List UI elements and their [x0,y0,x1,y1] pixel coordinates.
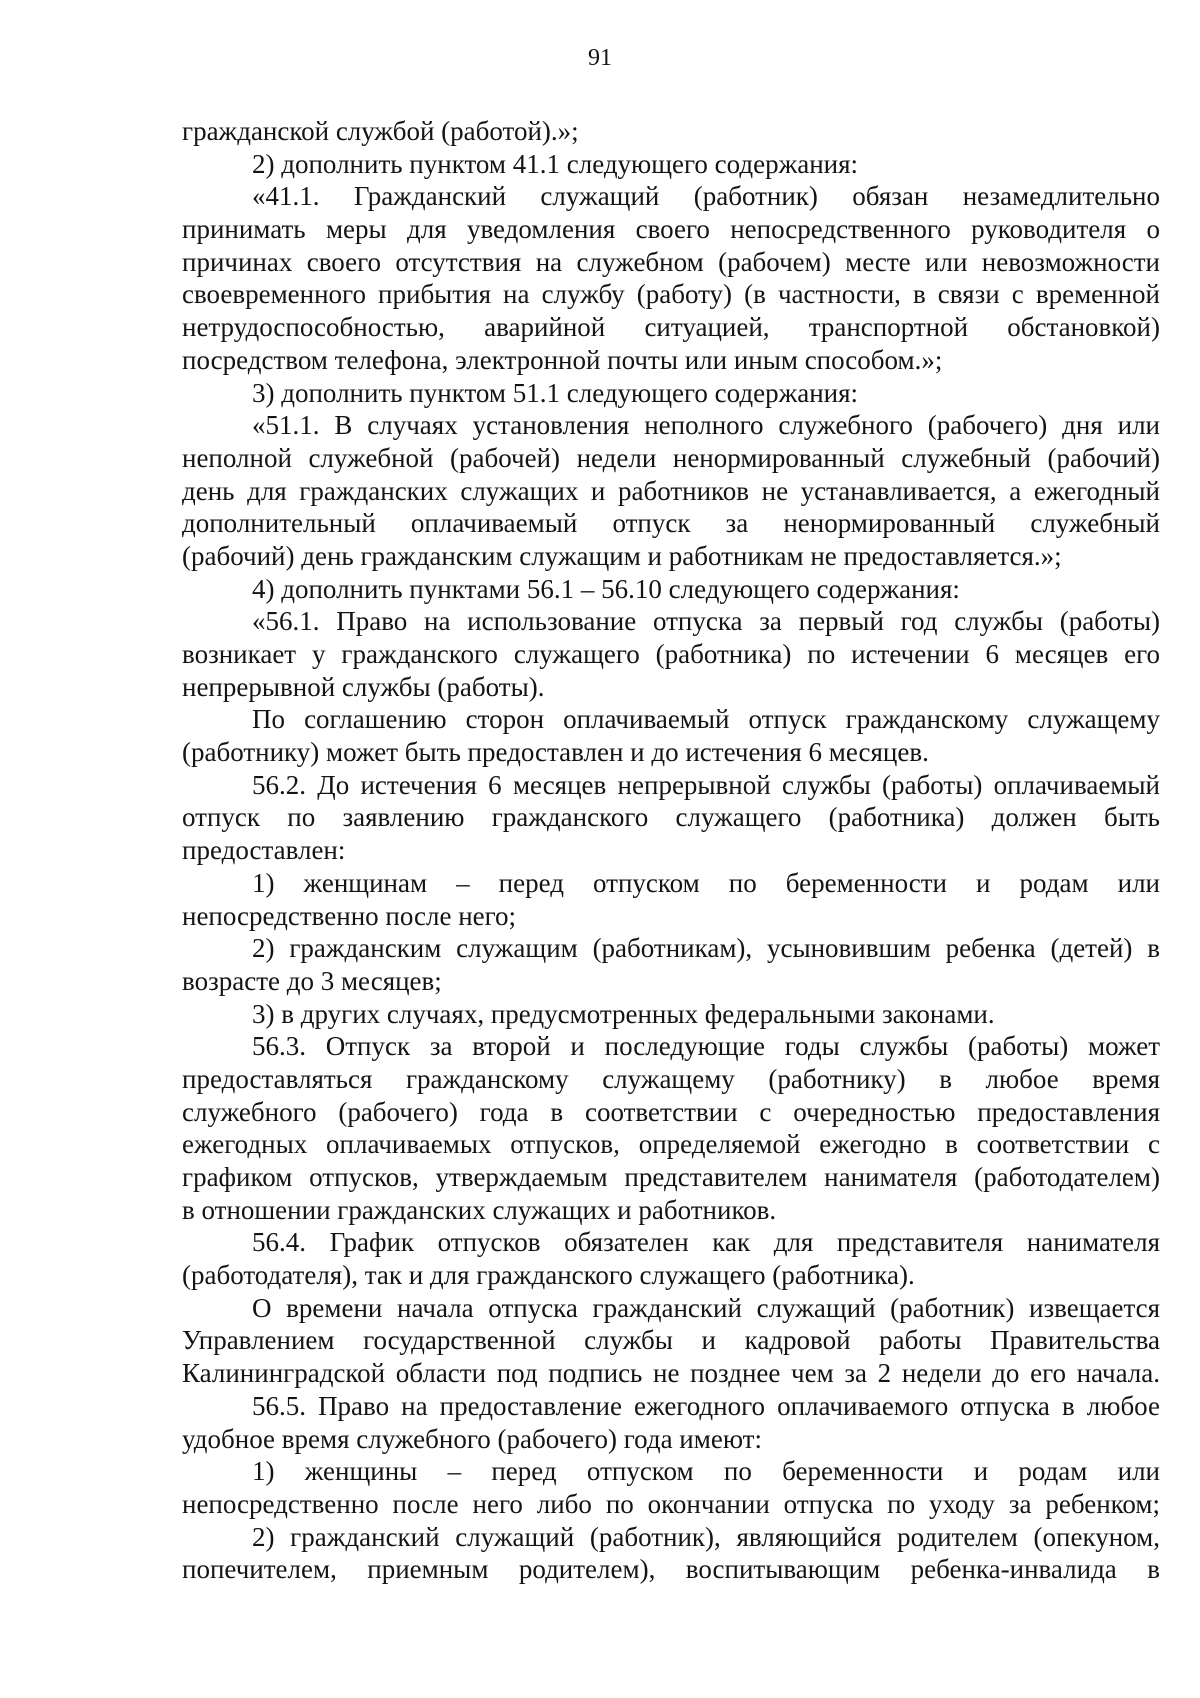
text-line: непрерывной службы (работы). [182,671,545,702]
text-line: По соглашению сторон оплачиваемый отпуск гражданскому служащему [252,704,1160,735]
text-line: графиком отпусков, утверждаемым представителем нанимателя (работодателем) [182,1162,1160,1192]
text-line: О времени начала отпуска гражданский служащий (работник) извещается [252,1292,1160,1323]
text-line: служебного (рабочего) года в соответствии с очередностью предоставления [182,1096,1160,1127]
text-line: Управлением государственной службы и кадровой работы Правительства [182,1325,1160,1356]
text-line: удобное время служебного (рабочего) года имеют: [182,1423,762,1454]
text-line: 2) гражданским служащим (работникам), усыновившим ребенка (детей) в [252,933,1160,964]
text-line: дополнительный оплачиваемый отпуск за ненормированный служебный [182,508,1160,539]
text-line: 56.3. Отпуск за второй и последующие годы службы (работы) может [252,1031,1160,1062]
text-line: неполной служебной (рабочей) недели ненормированный служебный (рабочий) [182,442,1160,473]
text-line: в отношении гражданских служащих и работников. [182,1194,777,1225]
text-line: «51.1. В случаях установления неполного служебного (рабочего) дня или [252,410,1160,441]
text-line: возникает у гражданского служащего (работника) по истечении 6 месяцев его [182,639,1160,669]
document-body [182,115,1160,1586]
text-line: причинах своего отсутствия на служебном (рабочем) месте или невозможности [182,246,1160,277]
text-line: 3) дополнить пунктом 51.1 следующего содержания: [252,377,859,408]
text-line: 56.5. Право на предоставление ежегодного оплачиваемого отпуска в любое [252,1390,1160,1421]
text-line: (рабочий) день гражданским служащим и работникам не предоставляется.»; [182,540,1062,571]
text-line: гражданской службой (работой).»; [182,116,579,146]
text-line: 3) в других случаях, предусмотренных федеральными законами. [252,998,995,1029]
text-line: ежегодных оплачиваемых отпусков, определяемой ежегодно в соответствии с [182,1129,1160,1160]
text-line: 1) женщинам – перед отпуском по беременности и родам или [252,867,1160,898]
text-line: предоставляться гражданскому служащему (работнику) в любое время [182,1063,1160,1094]
text-line: (работнику) может быть предоставлен и до истечения 6 месяцев. [182,737,929,768]
text-line: (работодателя), так и для гражданского служащего (работника). [182,1260,915,1291]
text-line: отпуск по заявлению гражданского служащего (работника) должен быть [182,802,1160,833]
page-number: 91 [588,45,612,71]
text-line: 56.2. До истечения 6 месяцев непрерывной службы (работы) оплачиваемый [252,769,1160,800]
text-line: 4) дополнить пунктами 56.1 – 56.10 следующего содержания: [252,573,960,604]
text-line: 56.4. График отпусков обязателен как для представителя нанимателя [252,1227,1160,1258]
text-line: 2) дополнить пунктом 41.1 следующего содержания: [252,148,859,179]
text-line: возрасте до 3 месяцев; [182,965,442,996]
text-line: 1) женщины – перед отпуском по беременности и родам или [252,1456,1160,1487]
text-line: непосредственно после него; [182,900,517,931]
text-line: своевременного прибытия на службу (работу) (в частности, в связи с временной [182,279,1160,310]
text-line: принимать меры для уведомления своего непосредственного руководителя о [182,214,1160,245]
text-line: предоставлен: [182,835,346,866]
text-line: нетрудоспособностью, аварийной ситуацией, транспортной обстановкой) [182,312,1160,343]
text-line: посредством телефона, электронной почты или иным способом.»; [182,344,943,375]
text-line: попечителем, приемным родителем), воспитывающим ребенка-инвалида в [182,1554,1160,1585]
text-line: Калининградской области под подпись не позднее чем за 2 недели до его начала. [182,1358,1160,1389]
text-line: «56.1. Право на использование отпуска за первый год службы (работы) [252,606,1160,637]
text-line: «41.1. Гражданский служащий (работник) обязан незамедлительно [252,181,1160,212]
text-line: 2) гражданский служащий (работник), являющийся родителем (опекуном, [252,1521,1160,1552]
text-line: непосредственно после него либо по окончании отпуска по уходу за ребенком; [182,1488,1160,1519]
text-line: день для гражданских служащих и работников не устанавливается, а ежегодный [182,475,1160,506]
